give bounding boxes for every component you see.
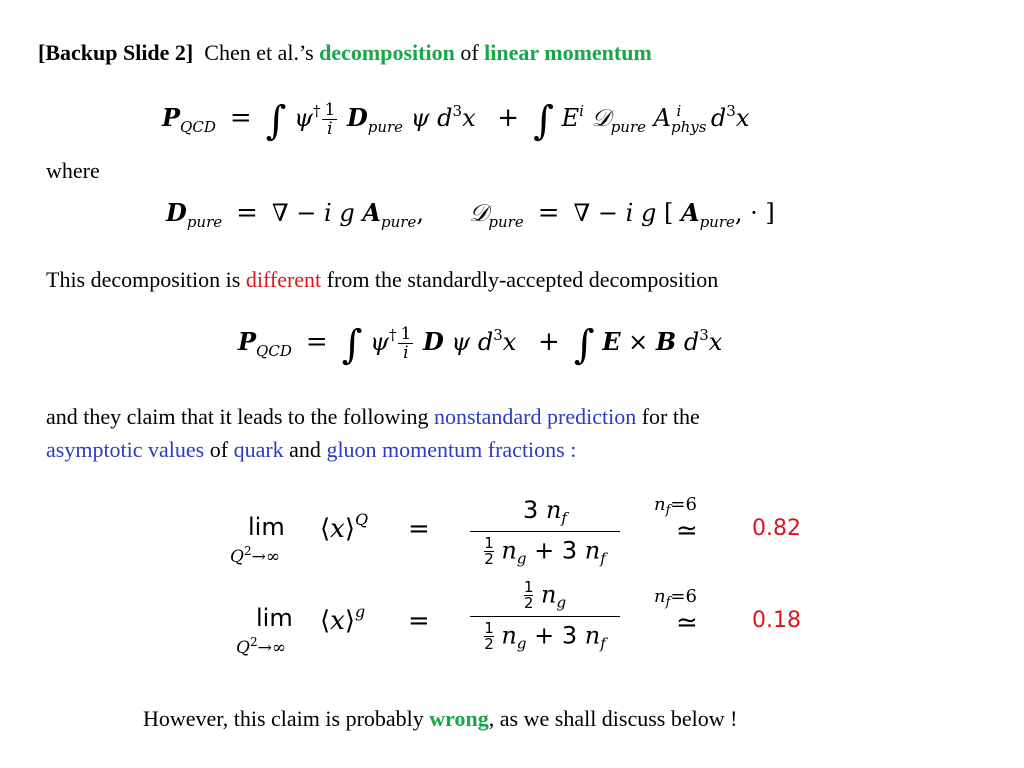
title-part1: Chen et al.’s — [204, 40, 314, 65]
highlight-different: different — [245, 267, 322, 292]
gluon-momentum-value: 0.18 — [752, 608, 801, 633]
highlight-gluon-momentum-fractions: gluon momentum fractions : — [326, 437, 577, 462]
highlight-wrong: wrong — [429, 706, 489, 731]
quark-momentum-value: 0.82 — [752, 516, 801, 541]
equation-standard-decomposition: $P_{QCD}$ = ∫ ψ† $\frac{1}{i}$ D ψ $d^3x$ + ∫ E × B $d^3x$ — [238, 322, 723, 368]
nf-condition-gluon: =6 — [670, 586, 697, 607]
nf-condition-quark: =6 — [670, 494, 697, 515]
title-decomposition: decomposition — [319, 40, 455, 65]
paragraph-claim-line2: asymptotic values of quark and gluon momentum fractions : — [46, 437, 577, 462]
highlight-nonstandard-prediction: nonstandard prediction — [433, 404, 637, 429]
conclusion-text: However, this claim is probably wrong, as we shall discuss below ! — [143, 706, 738, 731]
highlight-asymptotic-values: asymptotic values — [46, 437, 205, 462]
title-of: of — [460, 40, 479, 65]
paragraph-claim: and they claim that it leads to the following nonstandard prediction for the — [46, 404, 700, 429]
paragraph-different: This decomposition is different from the standardly-accepted decomposition — [46, 267, 719, 292]
equation-pure-derivatives: $D_{pure}$ = ∇ − i g $A_{pure}$, 𝒟$_{pure}$ = ∇ − i g [ $A_{pure}$, · ] — [166, 198, 775, 231]
where-label: where — [46, 158, 100, 183]
title-linear-momentum: linear momentum — [484, 40, 652, 65]
highlight-quark: quark — [233, 437, 284, 462]
title-prefix: [Backup Slide 2] — [38, 40, 194, 65]
slide-title — [38, 40, 652, 66]
equation-chen-decomposition: $P_{QCD}$ = ∫ ψ† $\frac{1}{i}$ $D_{pure}$ ψ $d^3x$ + ∫ $E^i$ 𝒟$_{pure}$ $A_{phys}^i$ $d^3x$ — [162, 98, 750, 144]
